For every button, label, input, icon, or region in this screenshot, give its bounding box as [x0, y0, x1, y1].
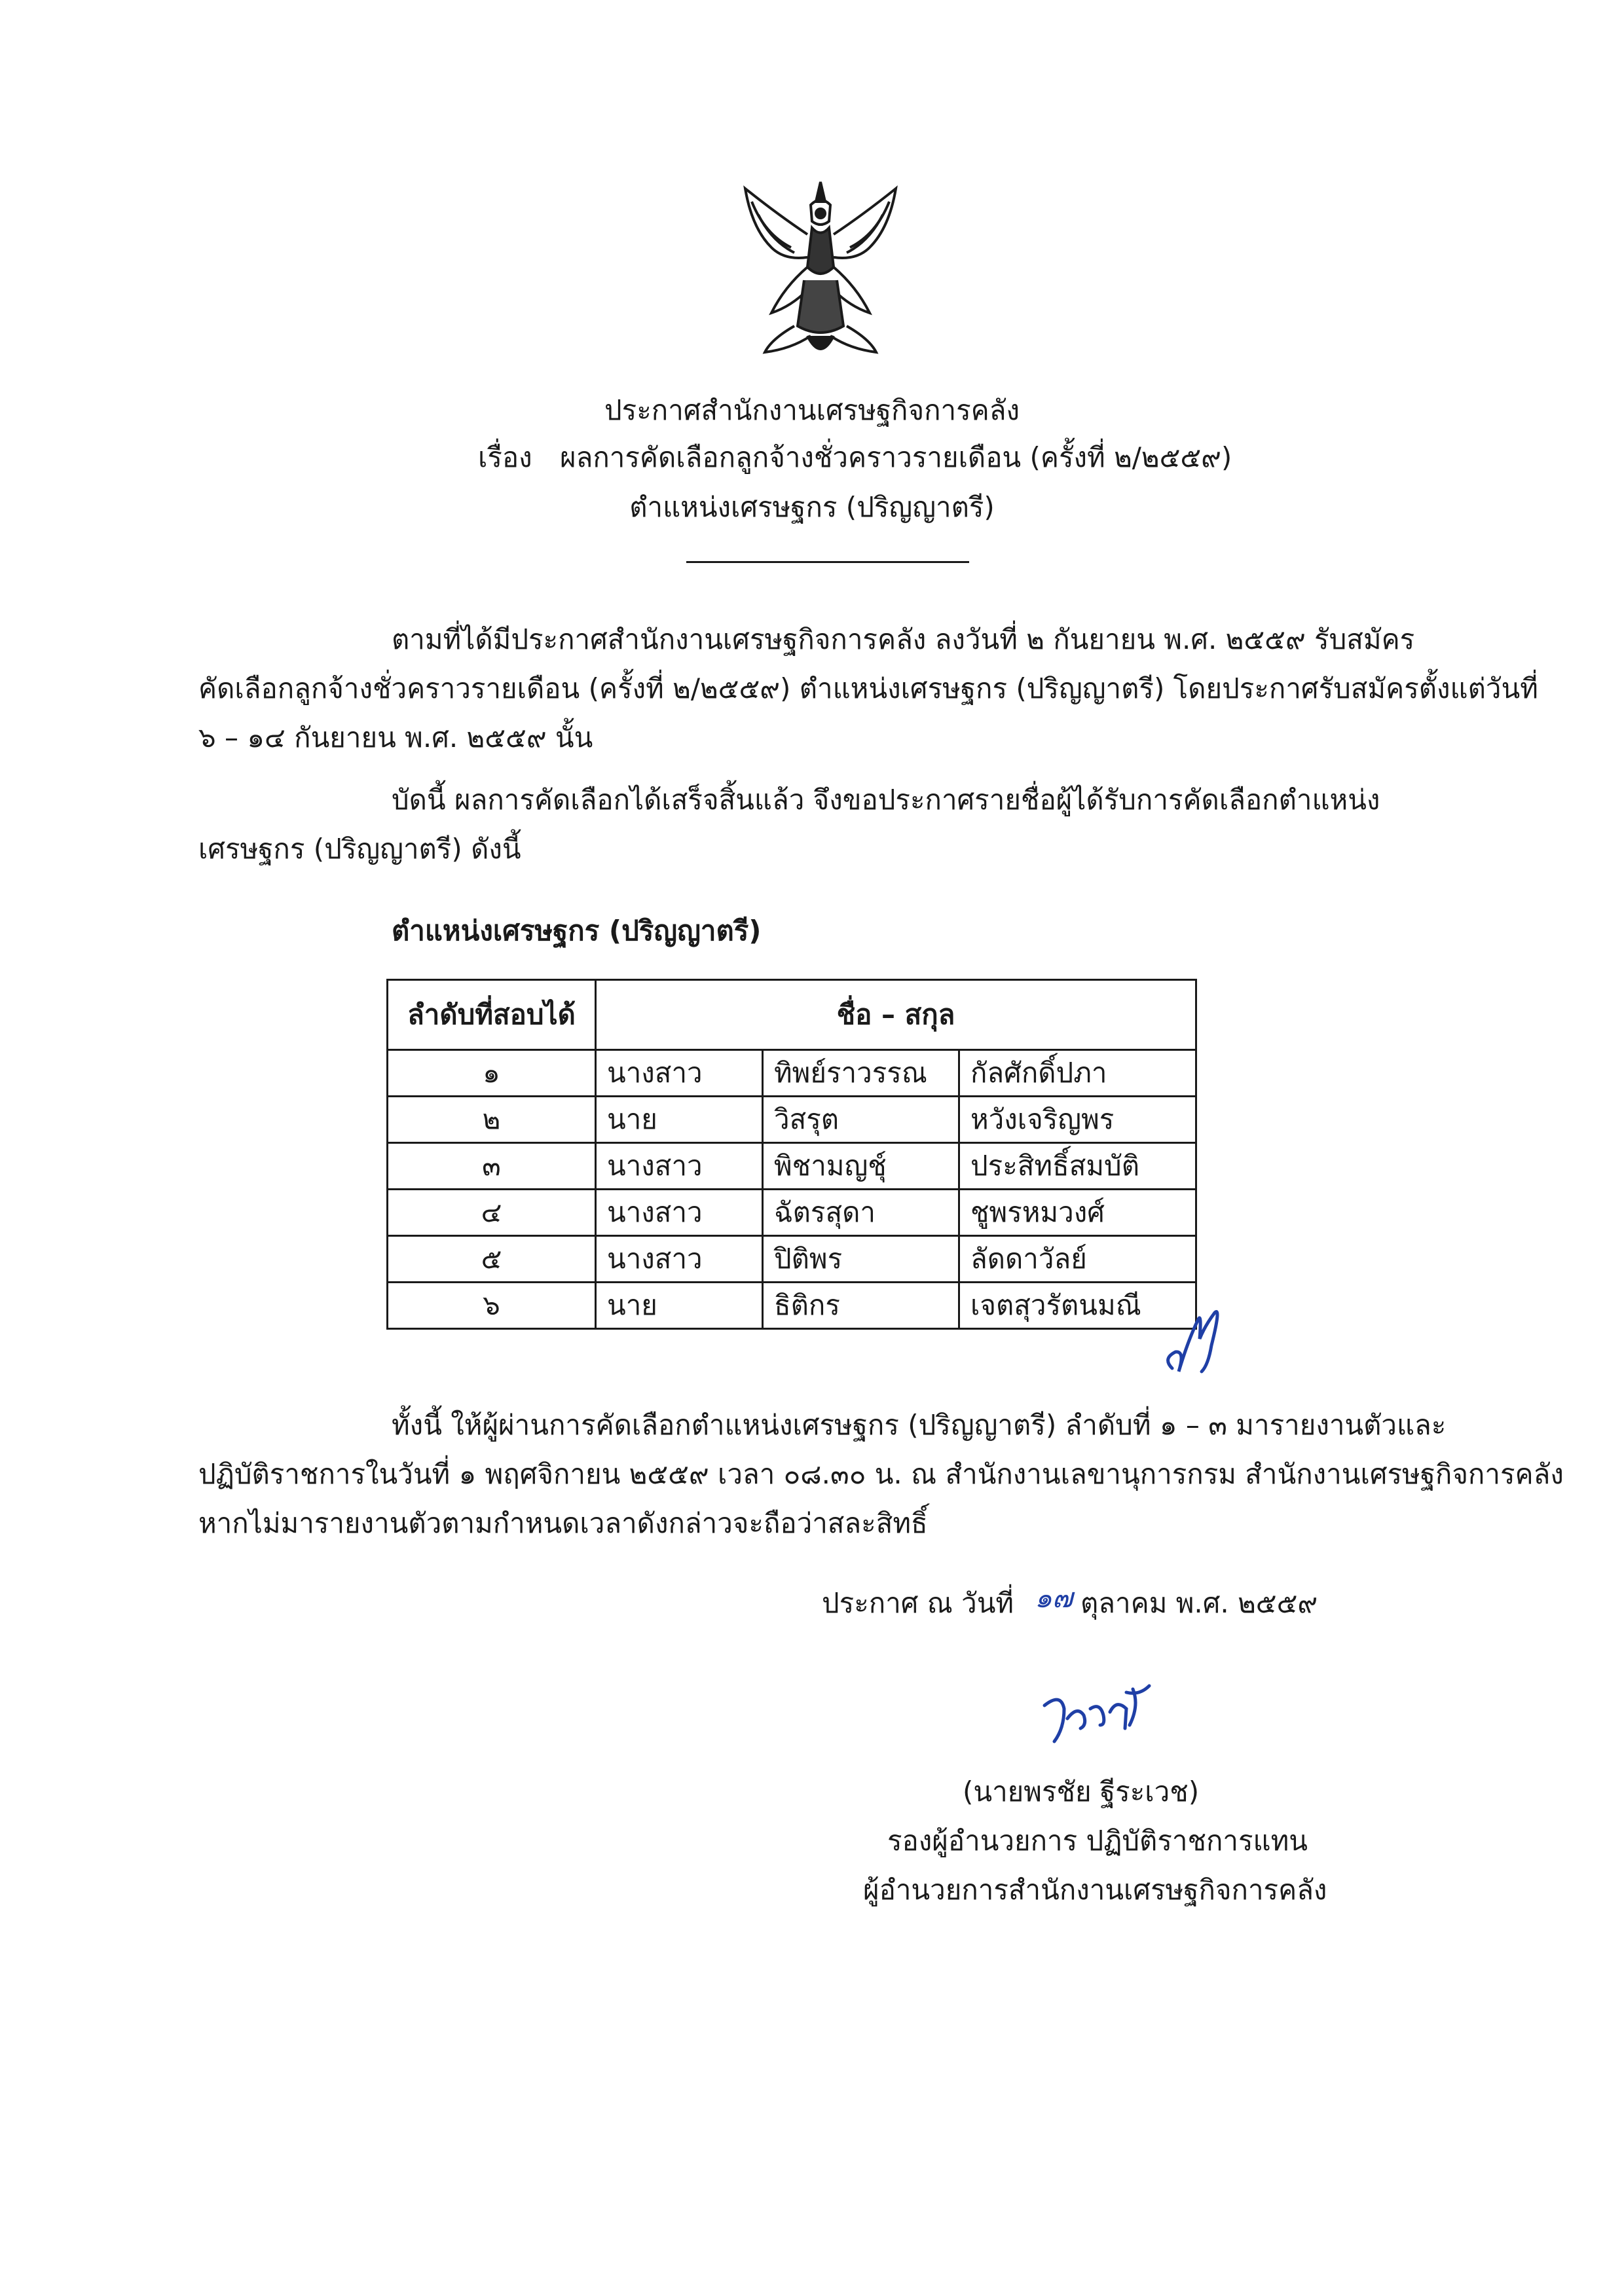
announcement-title: ประกาศสำนักงานเศรษฐกิจการคลัง: [604, 394, 1020, 426]
header-divider: [686, 561, 969, 563]
first-name-cell: ฉัตรสุดา: [763, 1190, 959, 1236]
last-name-cell: เจตสุวรัตนมณี: [959, 1283, 1196, 1329]
title-cell: นางสาว: [596, 1143, 763, 1190]
title-cell: นางสาว: [596, 1190, 763, 1236]
announce-prefix: ประกาศ ณ วันที่: [822, 1587, 1014, 1619]
last-name-cell: ลัดดาวัลย์: [959, 1236, 1196, 1283]
signature-mark: [1035, 1679, 1159, 1751]
title-cell: นาย: [596, 1283, 763, 1329]
first-name-cell: ทิพย์ราวรรณ: [763, 1050, 959, 1097]
paragraph-1-line-3: ๖ – ๑๔ กันยายน พ.ศ. ๒๕๕๙ นั้น: [198, 721, 593, 754]
position-title: ตำแหน่งเศรษฐกร (ปริญญาตรี): [629, 491, 995, 523]
paragraph-3-line-1: ทั้งนี้ ให้ผู้ผ่านการคัดเลือกตำแหน่งเศรษฐกร (ปริญญาตรี) ลำดับที่ ๑ – ๓ มารายงานตัวและ: [392, 1409, 1447, 1441]
table-row: [388, 1283, 1196, 1329]
column-header-rank: ลำดับที่สอบได้: [388, 980, 596, 1050]
table-row: [388, 1190, 1196, 1236]
rank-cell: ๑: [388, 1050, 596, 1097]
paragraph-3-line-2: ปฏิบัติราชการในวันที่ ๑ พฤศจิกายน ๒๕๕๙ เวลา ๐๘.๓๐ น. ณ สำนักงานเลขานุการกรม สำนักงานเศรษฐกิจการคลัง: [198, 1458, 1564, 1490]
last-name-cell: หวังเจริญพร: [959, 1097, 1196, 1143]
results-table: [386, 979, 1195, 1330]
paragraph-1-line-2: คัดเลือกลูกจ้างชั่วคราวรายเดือน (ครั้งที่ ๒/๒๕๕๙) ตำแหน่งเศรษฐกร (ปริญญาตรี) โดยประกาศรับสมัครตั้งแต่วันที่: [198, 672, 1538, 704]
last-name-cell: กัลศักดิ์ปภา: [959, 1050, 1196, 1097]
announce-month-year: ตุลาคม พ.ศ. ๒๕๕๙: [1080, 1587, 1318, 1619]
signatory-title-1: รองผู้อำนวยการ ปฏิบัติราชการแทน: [887, 1825, 1308, 1857]
paragraph-2-line-2: เศรษฐกร (ปริญญาตรี) ดังนี้: [198, 833, 521, 865]
signatory-name: (นายพรชัย ฐีระเวช): [963, 1776, 1200, 1808]
table-row: [388, 1236, 1196, 1283]
announce-day: ๑๗: [1035, 1582, 1073, 1614]
first-name-cell: วิสรุต: [763, 1097, 959, 1143]
subject-label: เรื่อง: [478, 441, 532, 473]
table-header-row: [388, 980, 1196, 1050]
table-row: [388, 1143, 1196, 1190]
subject-text: ผลการคัดเลือกลูกจ้างชั่วคราวรายเดือน (ครั้งที่ ๒/๒๕๕๙): [560, 441, 1232, 473]
first-name-cell: ปิติพร: [763, 1236, 959, 1283]
rank-cell: ๒: [388, 1097, 596, 1143]
last-name-cell: ชูพรหมวงศ์: [959, 1190, 1196, 1236]
paragraph-2-line-1: บัดนี้ ผลการคัดเลือกได้เสร็จสิ้นแล้ว จึงขอประกาศรายชื่อผู้ได้รับการคัดเลือกตำแหน่ง: [392, 784, 1380, 816]
column-header-name: ชื่อ – สกุล: [596, 980, 1196, 1050]
rank-cell: ๕: [388, 1236, 596, 1283]
table-row: [388, 1050, 1196, 1097]
first-name-cell: ธิติกร: [763, 1283, 959, 1329]
rank-cell: ๖: [388, 1283, 596, 1329]
section-heading: ตำแหน่งเศรษฐกร (ปริญญาตรี): [392, 915, 762, 947]
paragraph-3-line-3: หากไม่มารายงานตัวตามกำหนดเวลาดังกล่าวจะถือว่าสละสิทธิ์: [198, 1507, 928, 1539]
paragraph-1-line-1: ตามที่ได้มีประกาศสำนักงานเศรษฐกิจการคลัง ลงวันที่ ๒ กันยายน พ.ศ. ๒๕๕๙ รับสมัคร: [392, 623, 1415, 655]
initials-mark: [1159, 1300, 1231, 1385]
table-row: [388, 1097, 1196, 1143]
rank-cell: ๔: [388, 1190, 596, 1236]
garuda-emblem: [732, 175, 909, 365]
title-cell: นางสาว: [596, 1050, 763, 1097]
title-cell: นาย: [596, 1097, 763, 1143]
first-name-cell: พิชามญชุ์: [763, 1143, 959, 1190]
title-cell: นางสาว: [596, 1236, 763, 1283]
last-name-cell: ประสิทธิ์สมบัติ: [959, 1143, 1196, 1190]
signatory-title-2: ผู้อำนวยการสำนักงานเศรษฐกิจการคลัง: [863, 1874, 1327, 1906]
rank-cell: ๓: [388, 1143, 596, 1190]
